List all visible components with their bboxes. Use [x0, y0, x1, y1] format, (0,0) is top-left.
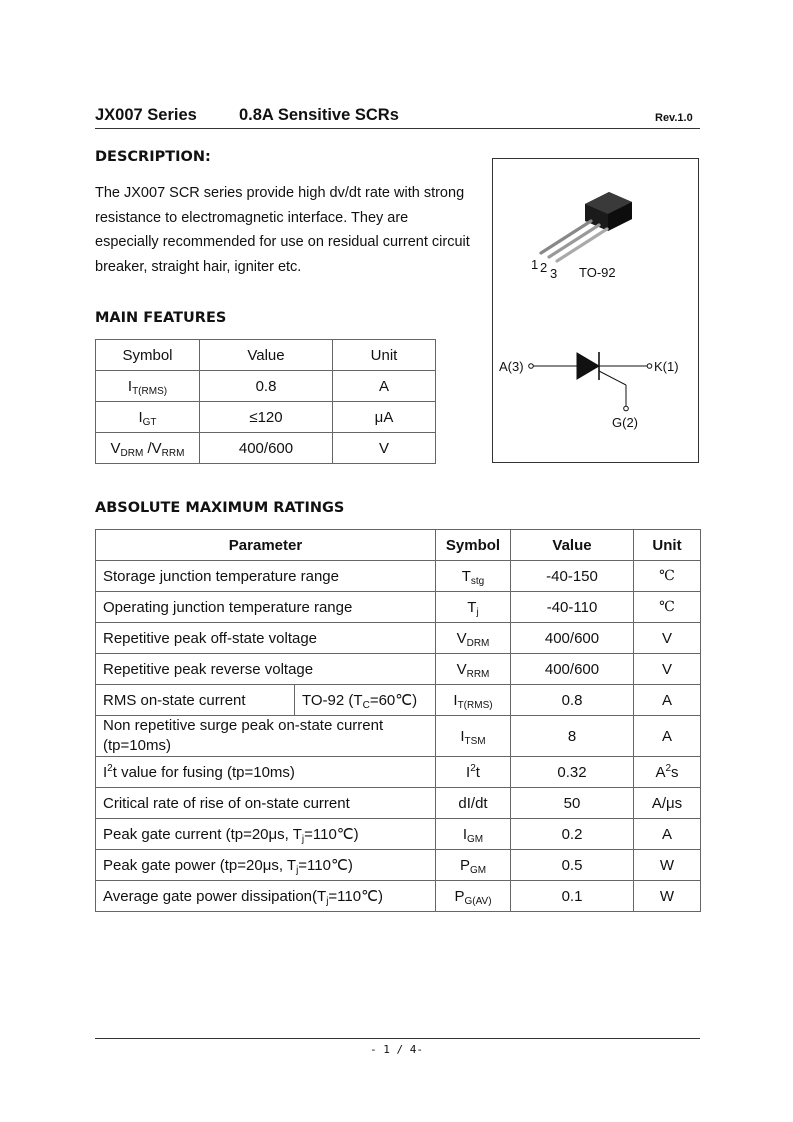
- symbol-cell: $V_{RRM}$: [436, 654, 511, 685]
- unit-cell: ℃: [634, 592, 701, 623]
- table-row: [96, 371, 436, 402]
- value-cell: 0.1: [511, 881, 634, 912]
- value-cell: 50: [511, 788, 634, 819]
- value-cell: 400/600: [200, 433, 333, 464]
- table-row: [96, 850, 701, 881]
- anode-label: A(3): [499, 359, 524, 374]
- parameter-cell: Storage junction temperature range: [96, 561, 436, 592]
- unit-cell: W: [634, 850, 701, 881]
- parameter-cell: $I^2t$ value for fusing (tp=10ms): [96, 757, 436, 788]
- parameter-cell: Peak gate power (tp=20μs, $T_j=110℃$): [96, 850, 436, 881]
- symbol-cell: dI/dt: [436, 788, 511, 819]
- value-cell: 400/600: [511, 654, 634, 685]
- symbol-cell: $I^2t$: [436, 757, 511, 788]
- symbol-cell: $T_j$: [436, 592, 511, 623]
- footer-rule: [95, 1038, 700, 1039]
- amr-heading: ABSOLUTE MAXIMUM RATINGS: [95, 500, 345, 516]
- unit-cell: $A^2s$: [634, 757, 701, 788]
- unit-cell: V: [634, 623, 701, 654]
- symbol-cell: $I_{T(RMS)}$: [436, 685, 511, 716]
- symbol-cell: $V_{DRM}$: [436, 623, 511, 654]
- symbol-cell: $I_{GM}$: [436, 819, 511, 850]
- table-row: [96, 623, 701, 654]
- value-cell: ≤120: [200, 402, 333, 433]
- unit-cell: V: [634, 654, 701, 685]
- pin-number-2: 2: [540, 260, 548, 275]
- series-title: JX007 Series: [95, 106, 197, 124]
- pin-number-1: 1: [531, 257, 539, 272]
- header-rule: [95, 128, 700, 129]
- unit-cell: A: [634, 819, 701, 850]
- table-row: [96, 819, 701, 850]
- unit-cell: ℃: [634, 561, 701, 592]
- package-drawing: [493, 159, 700, 464]
- table-header-cell: Value: [511, 530, 634, 561]
- parameter-cell: Repetitive peak reverse voltage: [96, 654, 436, 685]
- symbol-cell: $I_{TSM}$: [436, 716, 511, 757]
- parameter-cell: Critical rate of rise of on-state current: [96, 788, 436, 819]
- package-figure: [492, 158, 699, 463]
- table-header-cell: Unit: [634, 530, 701, 561]
- parameter-cell: Repetitive peak off-state voltage: [96, 623, 436, 654]
- unit-cell: A/μs: [634, 788, 701, 819]
- value-cell: 8: [511, 716, 634, 757]
- table-header-row: [96, 340, 436, 371]
- value-cell: 0.5: [511, 850, 634, 881]
- parameter-cell: Non repetitive surge peak on-state current (tp=10ms): [96, 716, 436, 757]
- parameter-cell: Operating junction temperature range: [96, 592, 436, 623]
- table-row: [96, 881, 701, 912]
- unit-cell: μA: [333, 402, 436, 433]
- document-subtitle: 0.8A Sensitive SCRs: [239, 106, 399, 124]
- symbol-cell: $P_{G(AV)}$: [436, 881, 511, 912]
- table-row: [96, 592, 701, 623]
- parameter-cell: Peak gate current (tp=20μs, $T_j=110℃$): [96, 819, 436, 850]
- unit-cell: W: [634, 881, 701, 912]
- value-cell: 0.8: [200, 371, 333, 402]
- main-features-table: [95, 339, 436, 464]
- description-text: The JX007 SCR series provide high dv/dt rate with strong resistance to electromagnetic interface. They are especially recommended for use on residual current circuit breaker, straight hair, igniter etc.: [95, 185, 470, 275]
- table-header-row: [96, 530, 701, 561]
- value-cell: 0.32: [511, 757, 634, 788]
- symbol-cell: $V_{DRM}$ $/V_{RRM}$: [96, 433, 200, 464]
- pin-number-3: 3: [550, 266, 558, 281]
- gate-label: G(2): [612, 415, 638, 430]
- unit-cell: A: [634, 685, 701, 716]
- symbol-cell: $I_{GT}$: [96, 402, 200, 433]
- unit-cell: V: [333, 433, 436, 464]
- symbol-cell: $I_{T(RMS)}$: [96, 371, 200, 402]
- scr-symbol-icon: [529, 352, 652, 411]
- absolute-maximum-ratings-table: [95, 529, 701, 912]
- value-cell: -40-110: [511, 592, 634, 623]
- table-row: [96, 561, 701, 592]
- table-header-cell: Parameter: [96, 530, 436, 561]
- description-heading: DESCRIPTION:: [95, 149, 211, 165]
- parameter-cell: RMS on-state current: [96, 685, 295, 716]
- symbol-cell: $T_{stg}$: [436, 561, 511, 592]
- table-row: [96, 757, 701, 788]
- value-cell: -40-150: [511, 561, 634, 592]
- parameter-cell: Average gate power $dissipation(T_j=110℃)$: [96, 881, 436, 912]
- value-cell: 400/600: [511, 623, 634, 654]
- table-row: [96, 685, 701, 716]
- table-header-cell: Unit: [333, 340, 436, 371]
- value-cell: 0.2: [511, 819, 634, 850]
- revision-label: Rev.1.0: [655, 112, 693, 124]
- unit-cell: A: [333, 371, 436, 402]
- table-row: [96, 402, 436, 433]
- table-row: [96, 433, 436, 464]
- table-row: [96, 716, 701, 757]
- table-row: [96, 788, 701, 819]
- to92-package-icon: [541, 192, 632, 261]
- page-number: - 1 / 4-: [370, 1043, 423, 1056]
- condition-cell: TO-92 $(T_C=60℃)$: [295, 685, 436, 716]
- table-header-cell: Value: [200, 340, 333, 371]
- symbol-cell: $P_{GM}$: [436, 850, 511, 881]
- table-header-cell: Symbol: [436, 530, 511, 561]
- package-label: TO-92: [579, 265, 616, 280]
- unit-cell: A: [634, 716, 701, 757]
- table-header-cell: Symbol: [96, 340, 200, 371]
- cathode-label: K(1): [654, 359, 679, 374]
- table-row: [96, 654, 701, 685]
- value-cell: 0.8: [511, 685, 634, 716]
- main-features-heading: MAIN FEATURES: [95, 310, 227, 326]
